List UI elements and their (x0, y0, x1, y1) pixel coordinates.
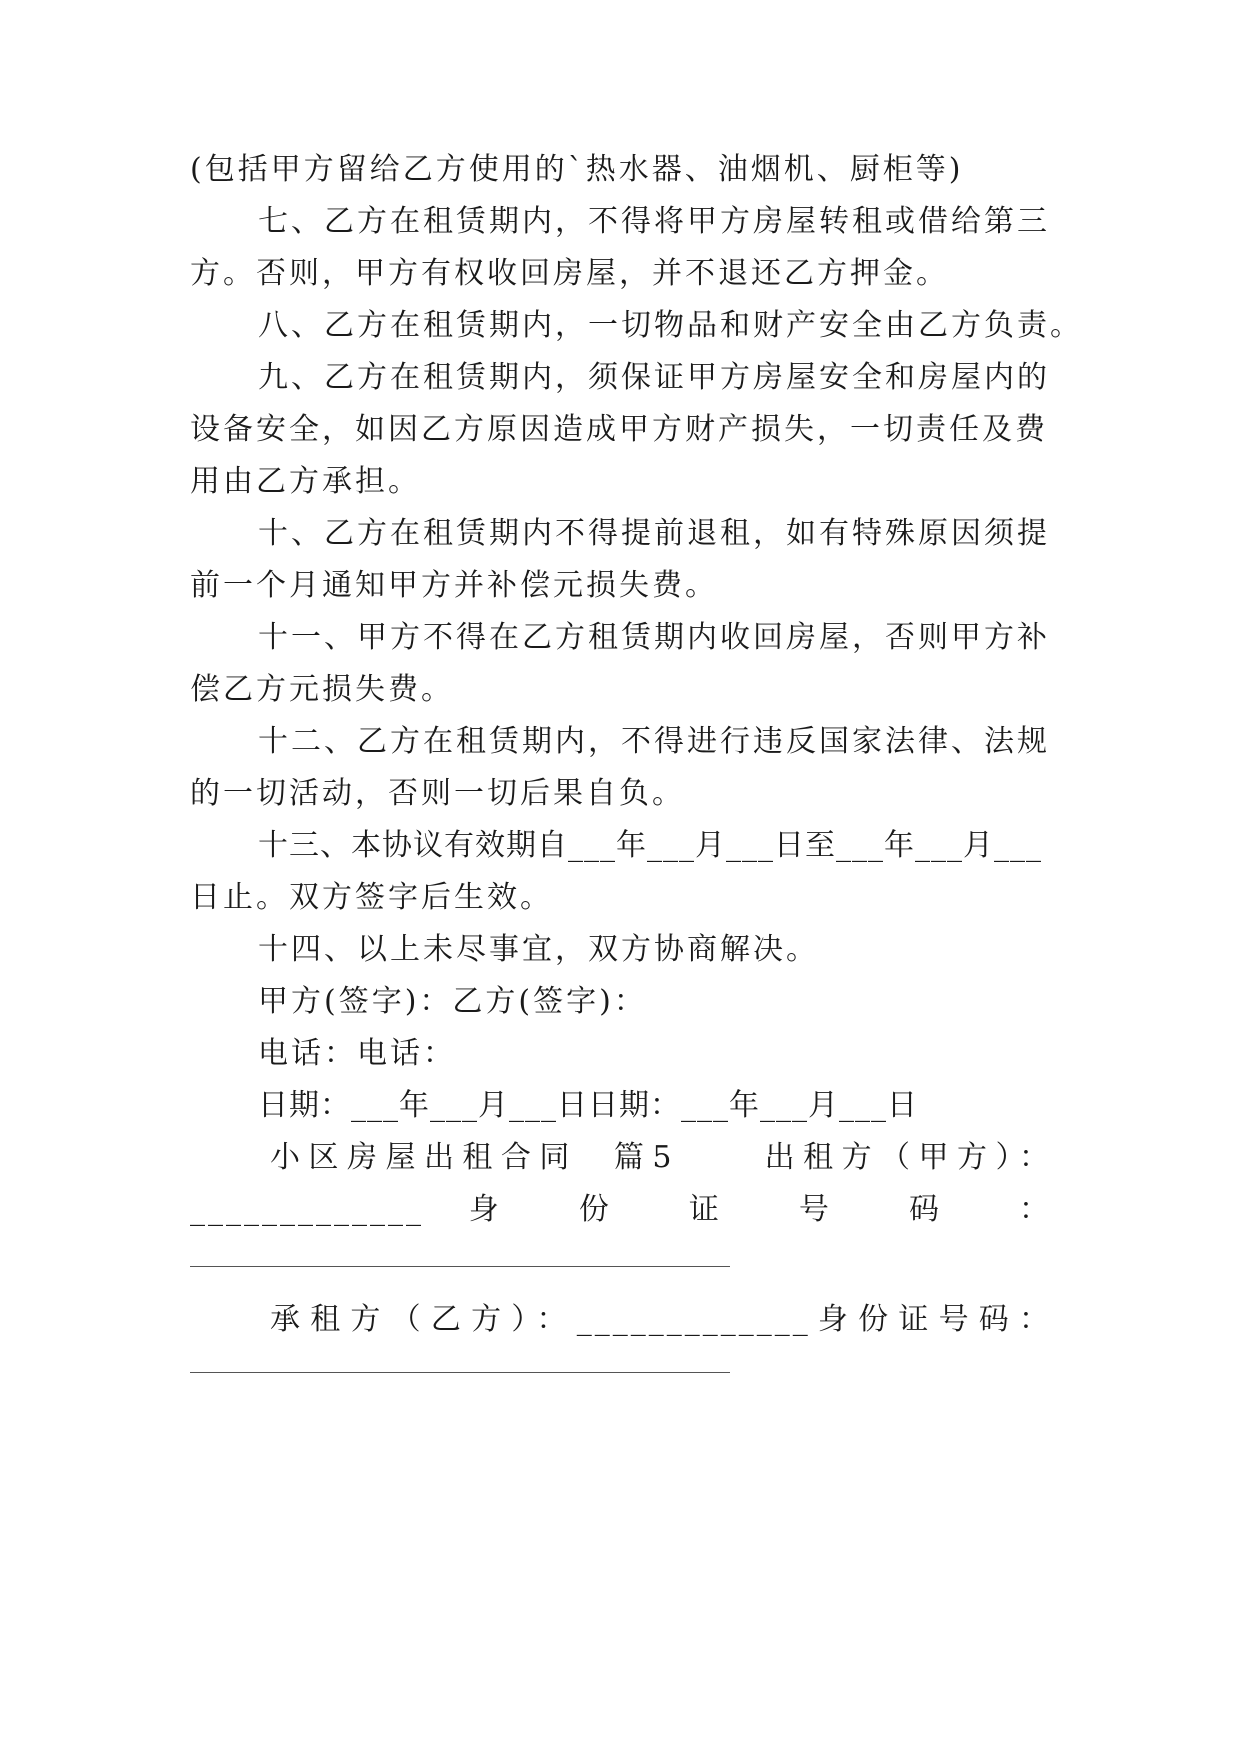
text-line: 偿乙方元损失费。 (190, 672, 454, 707)
clause-7-line: 七、乙方在租赁期内，不得将甲方房屋转租或借给第三 (258, 204, 1050, 239)
text-line: 日止。双方签字后生效。 (190, 880, 553, 915)
text-line: 设备安全，如因乙方原因造成甲方财产损失，一切责任及费 (190, 412, 1048, 447)
clause-10-line: 十、乙方在租赁期内不得提前退租，如有特殊原因须提 (258, 516, 1050, 551)
date-line: 日期：___年___月___日日期：___年___月___日 (258, 1088, 918, 1123)
lessor-id-line: _____________ 身 份 证 号 码 ： (190, 1192, 1052, 1227)
text-line: 前一个月通知甲方并补偿元损失费。 (190, 568, 718, 603)
clause-13-line: 十三、本协议有效期自___年___月___日至___年___月___ (258, 828, 1042, 863)
clause-11-line: 十一、甲方不得在乙方租赁期内收回房屋，否则甲方补 (258, 620, 1050, 655)
text-line: 方。否则，甲方有权收回房屋，并不退还乙方押金。 (190, 256, 949, 291)
clause-12-line: 十二、乙方在租赁期内，不得进行违反国家法律、法规 (258, 724, 1050, 759)
phone-line: 电话：电话： (258, 1036, 456, 1071)
text-line: 用由乙方承担。 (190, 464, 421, 499)
section-heading-line: 小区房屋出租合同 篇5 出租方（甲方）： (270, 1140, 1052, 1175)
blank-rule (190, 1372, 730, 1373)
clause-8-line: 八、乙方在租赁期内，一切物品和财产安全由乙方负责。 (258, 308, 1083, 343)
clause-9-line: 九、乙方在租赁期内，须保证甲方房屋安全和房屋内的 (258, 360, 1050, 395)
signature-line: 甲方(签字)：乙方(签字)： (258, 984, 647, 1019)
clause-14-line: 十四、以上未尽事宜，双方协商解决。 (258, 932, 819, 967)
text-line: (包括甲方留给乙方使用的`热水器、油烟机、厨柜等) (190, 152, 964, 187)
lessee-line: 承租方（乙方）：_____________身份证号码： (270, 1302, 1052, 1337)
text-line: 的一切活动，否则一切后果自负。 (190, 776, 685, 811)
blank-rule (190, 1266, 730, 1267)
